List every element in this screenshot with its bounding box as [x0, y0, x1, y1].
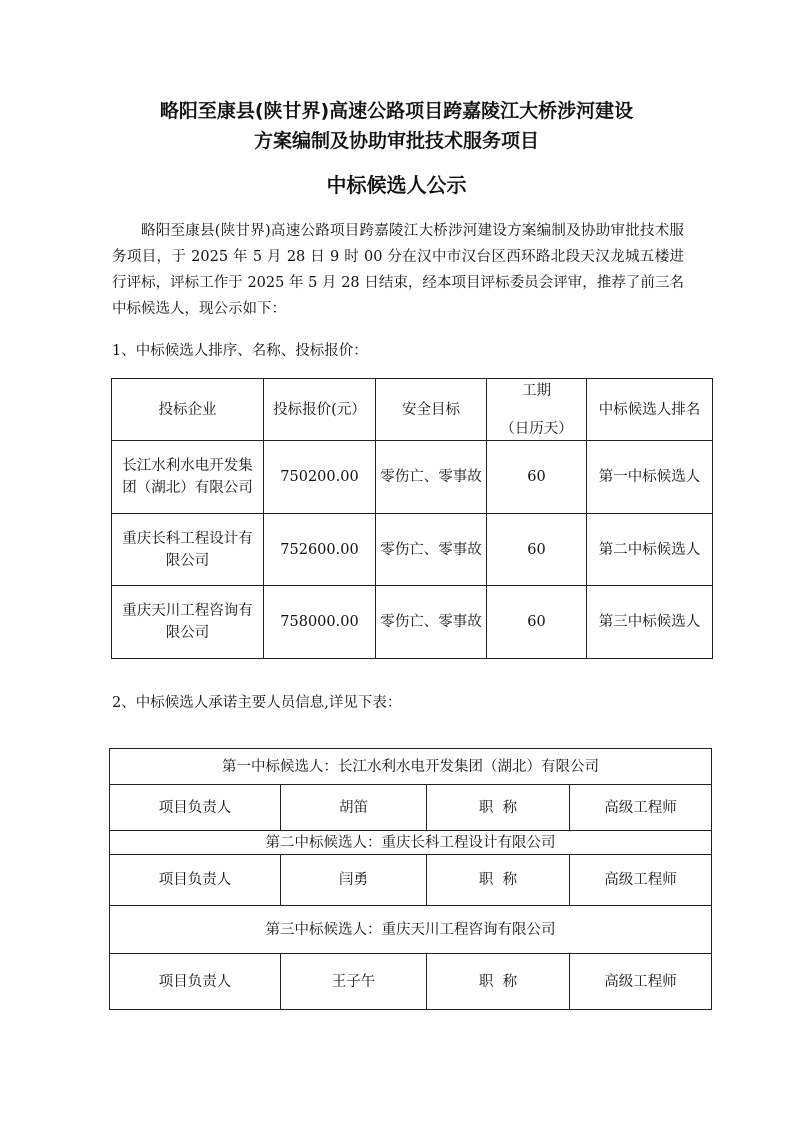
- personnel-table: [109, 748, 712, 1010]
- title-label-cell: 职 称: [427, 954, 570, 1010]
- document-subtitle: 中标候选人公示: [326, 173, 467, 197]
- company-cell: 重庆长科工程设计有限公司: [112, 514, 264, 586]
- price-cell: 752600.00: [264, 514, 376, 586]
- period-cell: 60: [487, 586, 587, 659]
- table-row: [110, 954, 712, 1010]
- safety-cell: 零伤亡、零事故: [376, 441, 487, 514]
- company-cell: 重庆天川工程咨询有限公司: [112, 586, 264, 659]
- header-safety: 安全目标: [376, 379, 487, 441]
- title-label-cell: 职 称: [427, 855, 570, 906]
- price-cell: 750200.00: [264, 441, 376, 514]
- table-row: [112, 586, 713, 659]
- section-2-heading: 2、中标候选人承诺主要人员信息,详见下表：: [112, 695, 402, 711]
- title-value-cell: 高级工程师: [570, 855, 712, 906]
- table-row: [112, 441, 713, 514]
- header-rank: 中标候选人排名: [587, 379, 713, 441]
- title-value-cell: 高级工程师: [570, 785, 712, 831]
- rank-cell: 第二中标候选人: [587, 514, 713, 586]
- role-cell: 项目负责人: [110, 785, 281, 831]
- candidate-1-header: 第一中标候选人：长江水利水电开发集团（湖北）有限公司: [110, 749, 712, 785]
- table-row: [110, 785, 712, 831]
- role-cell: 项目负责人: [110, 954, 281, 1010]
- candidate-3-header: 第三中标候选人：重庆天川工程咨询有限公司: [110, 906, 712, 954]
- candidate-2-header: 第二中标候选人：重庆长科工程设计有限公司: [110, 831, 712, 855]
- header-price: 投标报价(元）: [264, 379, 376, 441]
- document-title-line-1: 略阳至康县(陕甘界)高速公路项目跨嘉陵江大桥涉河建设: [159, 100, 634, 122]
- price-cell: 758000.00: [264, 586, 376, 659]
- title-label-cell: 职 称: [427, 785, 570, 831]
- rank-cell: 第一中标候选人: [587, 441, 713, 514]
- header-period-bottom: （日历天）: [500, 420, 573, 437]
- bid-table-header-row: [112, 379, 713, 441]
- header-company: 投标企业: [112, 379, 264, 441]
- period-cell: 60: [487, 514, 587, 586]
- company-cell: 长江水利水电开发集团（湖北）有限公司: [112, 441, 264, 514]
- rank-cell: 第三中标候选人: [587, 586, 713, 659]
- document-title-line-2: 方案编制及协助审批技术服务项目: [253, 130, 539, 152]
- table-row: [110, 855, 712, 906]
- safety-cell: 零伤亡、零事故: [376, 514, 487, 586]
- header-period: [487, 379, 587, 441]
- person-name-cell: 王子午: [281, 954, 427, 1010]
- person-name-cell: 闫勇: [281, 855, 427, 906]
- section-1-heading: 1、中标候选人排序、名称、投标报价：: [112, 343, 368, 359]
- person-name-cell: 胡笛: [281, 785, 427, 831]
- candidate-group-header: [110, 831, 712, 855]
- table-row: [112, 514, 713, 586]
- bid-table: [111, 378, 713, 659]
- intro-paragraph: 略阳至康县(陕甘界)高速公路项目跨嘉陵江大桥涉河建设方案编制及协助审批技术服务项目，于 2025 年 5 月 28 日 9 时 00 分在汉中市汉台区西环路北段天汉龙城五楼进行评标，评标工作于 2025 年 5 月 28 日结束，经本项目评标委员会评审，推荐了前三名中标候选人，现公示如下：: [112, 223, 684, 317]
- candidate-group-header: [110, 749, 712, 785]
- candidate-group-header: [110, 906, 712, 954]
- role-cell: 项目负责人: [110, 855, 281, 906]
- header-period-top: 工期: [522, 382, 551, 399]
- safety-cell: 零伤亡、零事故: [376, 586, 487, 659]
- title-value-cell: 高级工程师: [570, 954, 712, 1010]
- period-cell: 60: [487, 441, 587, 514]
